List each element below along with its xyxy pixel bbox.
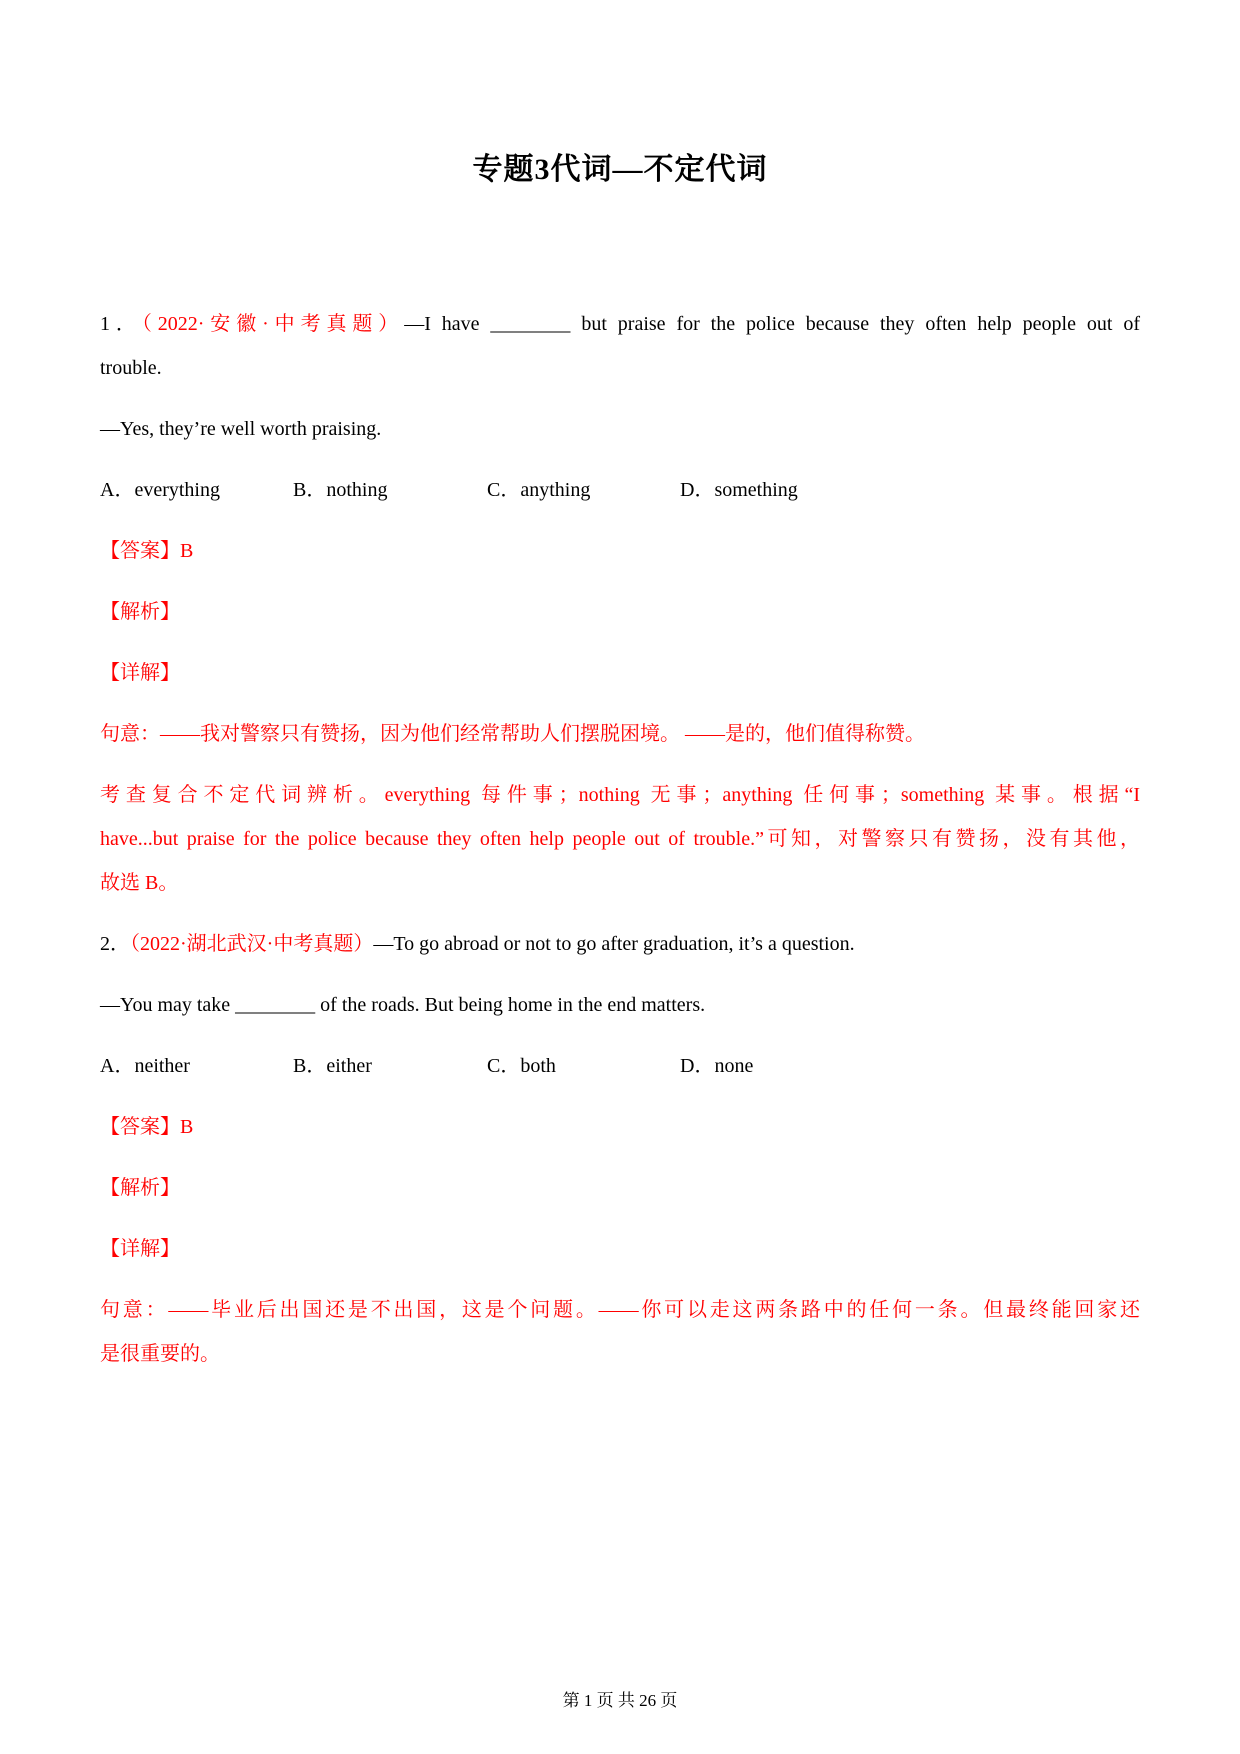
question-1-option-c: C．anything	[487, 479, 591, 501]
question-2-option-a: A．neither	[100, 1055, 190, 1077]
document-content	[0, 302, 1240, 1376]
question-1-stem-text-cont: trouble.	[100, 357, 162, 379]
question-1-reply-text: —Yes, they’re well worth praising.	[100, 418, 382, 440]
question-1-analysis	[100, 590, 1140, 634]
question-2-answer-value: B	[180, 1116, 194, 1138]
question-2-reply	[100, 983, 1140, 1027]
question-1-sentence-meaning-line	[100, 712, 1140, 756]
question-1-reply-line	[100, 407, 1140, 451]
question-2-detail	[100, 1227, 1140, 1271]
question-1-reply	[100, 407, 1140, 451]
detail-label: 【详解】	[100, 1238, 180, 1260]
question-1-answer	[100, 529, 1140, 573]
question-1-option-d: D．something	[680, 479, 798, 501]
question-1-explanation-line-2	[100, 817, 1140, 861]
analysis-label: 【解析】	[100, 601, 180, 623]
page-title: 专题3代词—不定代词	[472, 153, 768, 186]
question-2-stem-line-1	[100, 922, 1140, 966]
question-1-explanation-line-3	[100, 861, 1140, 905]
question-2-reply-line	[100, 983, 1140, 1027]
question-1-answer-value: B	[180, 540, 194, 562]
question-1-stem-line-2	[100, 346, 1140, 390]
question-2-analysis-line	[100, 1166, 1140, 1210]
question-1-explanation-text-2: have...but praise for the police because they often help people out of trouble.”可知，对警察只有赞扬，没有其他，	[100, 828, 1140, 850]
question-2-sentence-meaning-text-2: 是很重要的。	[100, 1343, 220, 1365]
question-1-detail-line	[100, 651, 1140, 695]
question-1-stem-line-1	[100, 302, 1140, 346]
detail-label: 【详解】	[100, 662, 180, 684]
question-2-answer-line	[100, 1105, 1140, 1149]
question-1-sentence-meaning	[100, 712, 1140, 756]
question-2-stem	[100, 922, 1140, 966]
question-2-option-d: D．none	[680, 1055, 754, 1077]
question-2-source: （2022·湖北武汉·中考真题）	[130, 933, 374, 955]
analysis-label: 【解析】	[100, 1177, 180, 1199]
question-2-number: 2．	[100, 933, 130, 955]
question-1-option-b: B．nothing	[293, 479, 388, 501]
page-footer: 第 1 页 共 26 页	[562, 1691, 678, 1710]
question-1-sentence-meaning-text: 句意：——我对警察只有赞扬，因为他们经常帮助人们摆脱困境。 ——是的，他们值得称赞。	[100, 723, 925, 745]
question-2-answer	[100, 1105, 1140, 1149]
question-2-detail-line	[100, 1227, 1140, 1271]
answer-label: 【答案】	[100, 1116, 180, 1138]
question-2-sentence-meaning-line-2	[100, 1332, 1140, 1376]
question-1-stem	[100, 302, 1140, 390]
question-1-analysis-line	[100, 590, 1140, 634]
question-1-explanation-text-1: 考查复合不定代词辨析。everything 每件事；nothing 无事；anything 任何事；something 某事。根据“I	[100, 784, 1140, 806]
question-2-sentence-meaning-line-1	[100, 1288, 1140, 1332]
question-2-sentence-meaning-text-1: 句意：——毕业后出国还是不出国，这是个问题。——你可以走这两条路中的任何一条。但最终能回家还	[100, 1299, 1140, 1321]
question-2-option-b: B．either	[293, 1055, 372, 1077]
question-1-stem-text: —I have ________ but praise for the police because they often help people out of	[404, 313, 1141, 335]
question-2-analysis	[100, 1166, 1140, 1210]
question-1-detail	[100, 651, 1140, 695]
question-2-options-row	[100, 1044, 1140, 1088]
answer-label: 【答案】	[100, 540, 180, 562]
question-1-option-a: A．everything	[100, 479, 220, 501]
question-2-stem-text: —To go abroad or not to go after graduation, it’s a question.	[373, 933, 855, 955]
question-2-option-c: C．both	[487, 1055, 556, 1077]
question-1-number: 1．	[100, 313, 142, 335]
question-1-answer-line	[100, 529, 1140, 573]
question-1-source: （2022·安徽·中考真题）	[141, 313, 405, 335]
question-1-options-row	[100, 468, 1140, 512]
question-1-explanation-text-3: 故选 B。	[100, 872, 179, 894]
question-2-sentence-meaning	[100, 1288, 1140, 1376]
question-1-explanation-line-1	[100, 773, 1140, 817]
question-2-reply-text: —You may take ________ of the roads. But being home in the end matters.	[100, 994, 706, 1016]
question-1-explanation	[100, 773, 1140, 905]
